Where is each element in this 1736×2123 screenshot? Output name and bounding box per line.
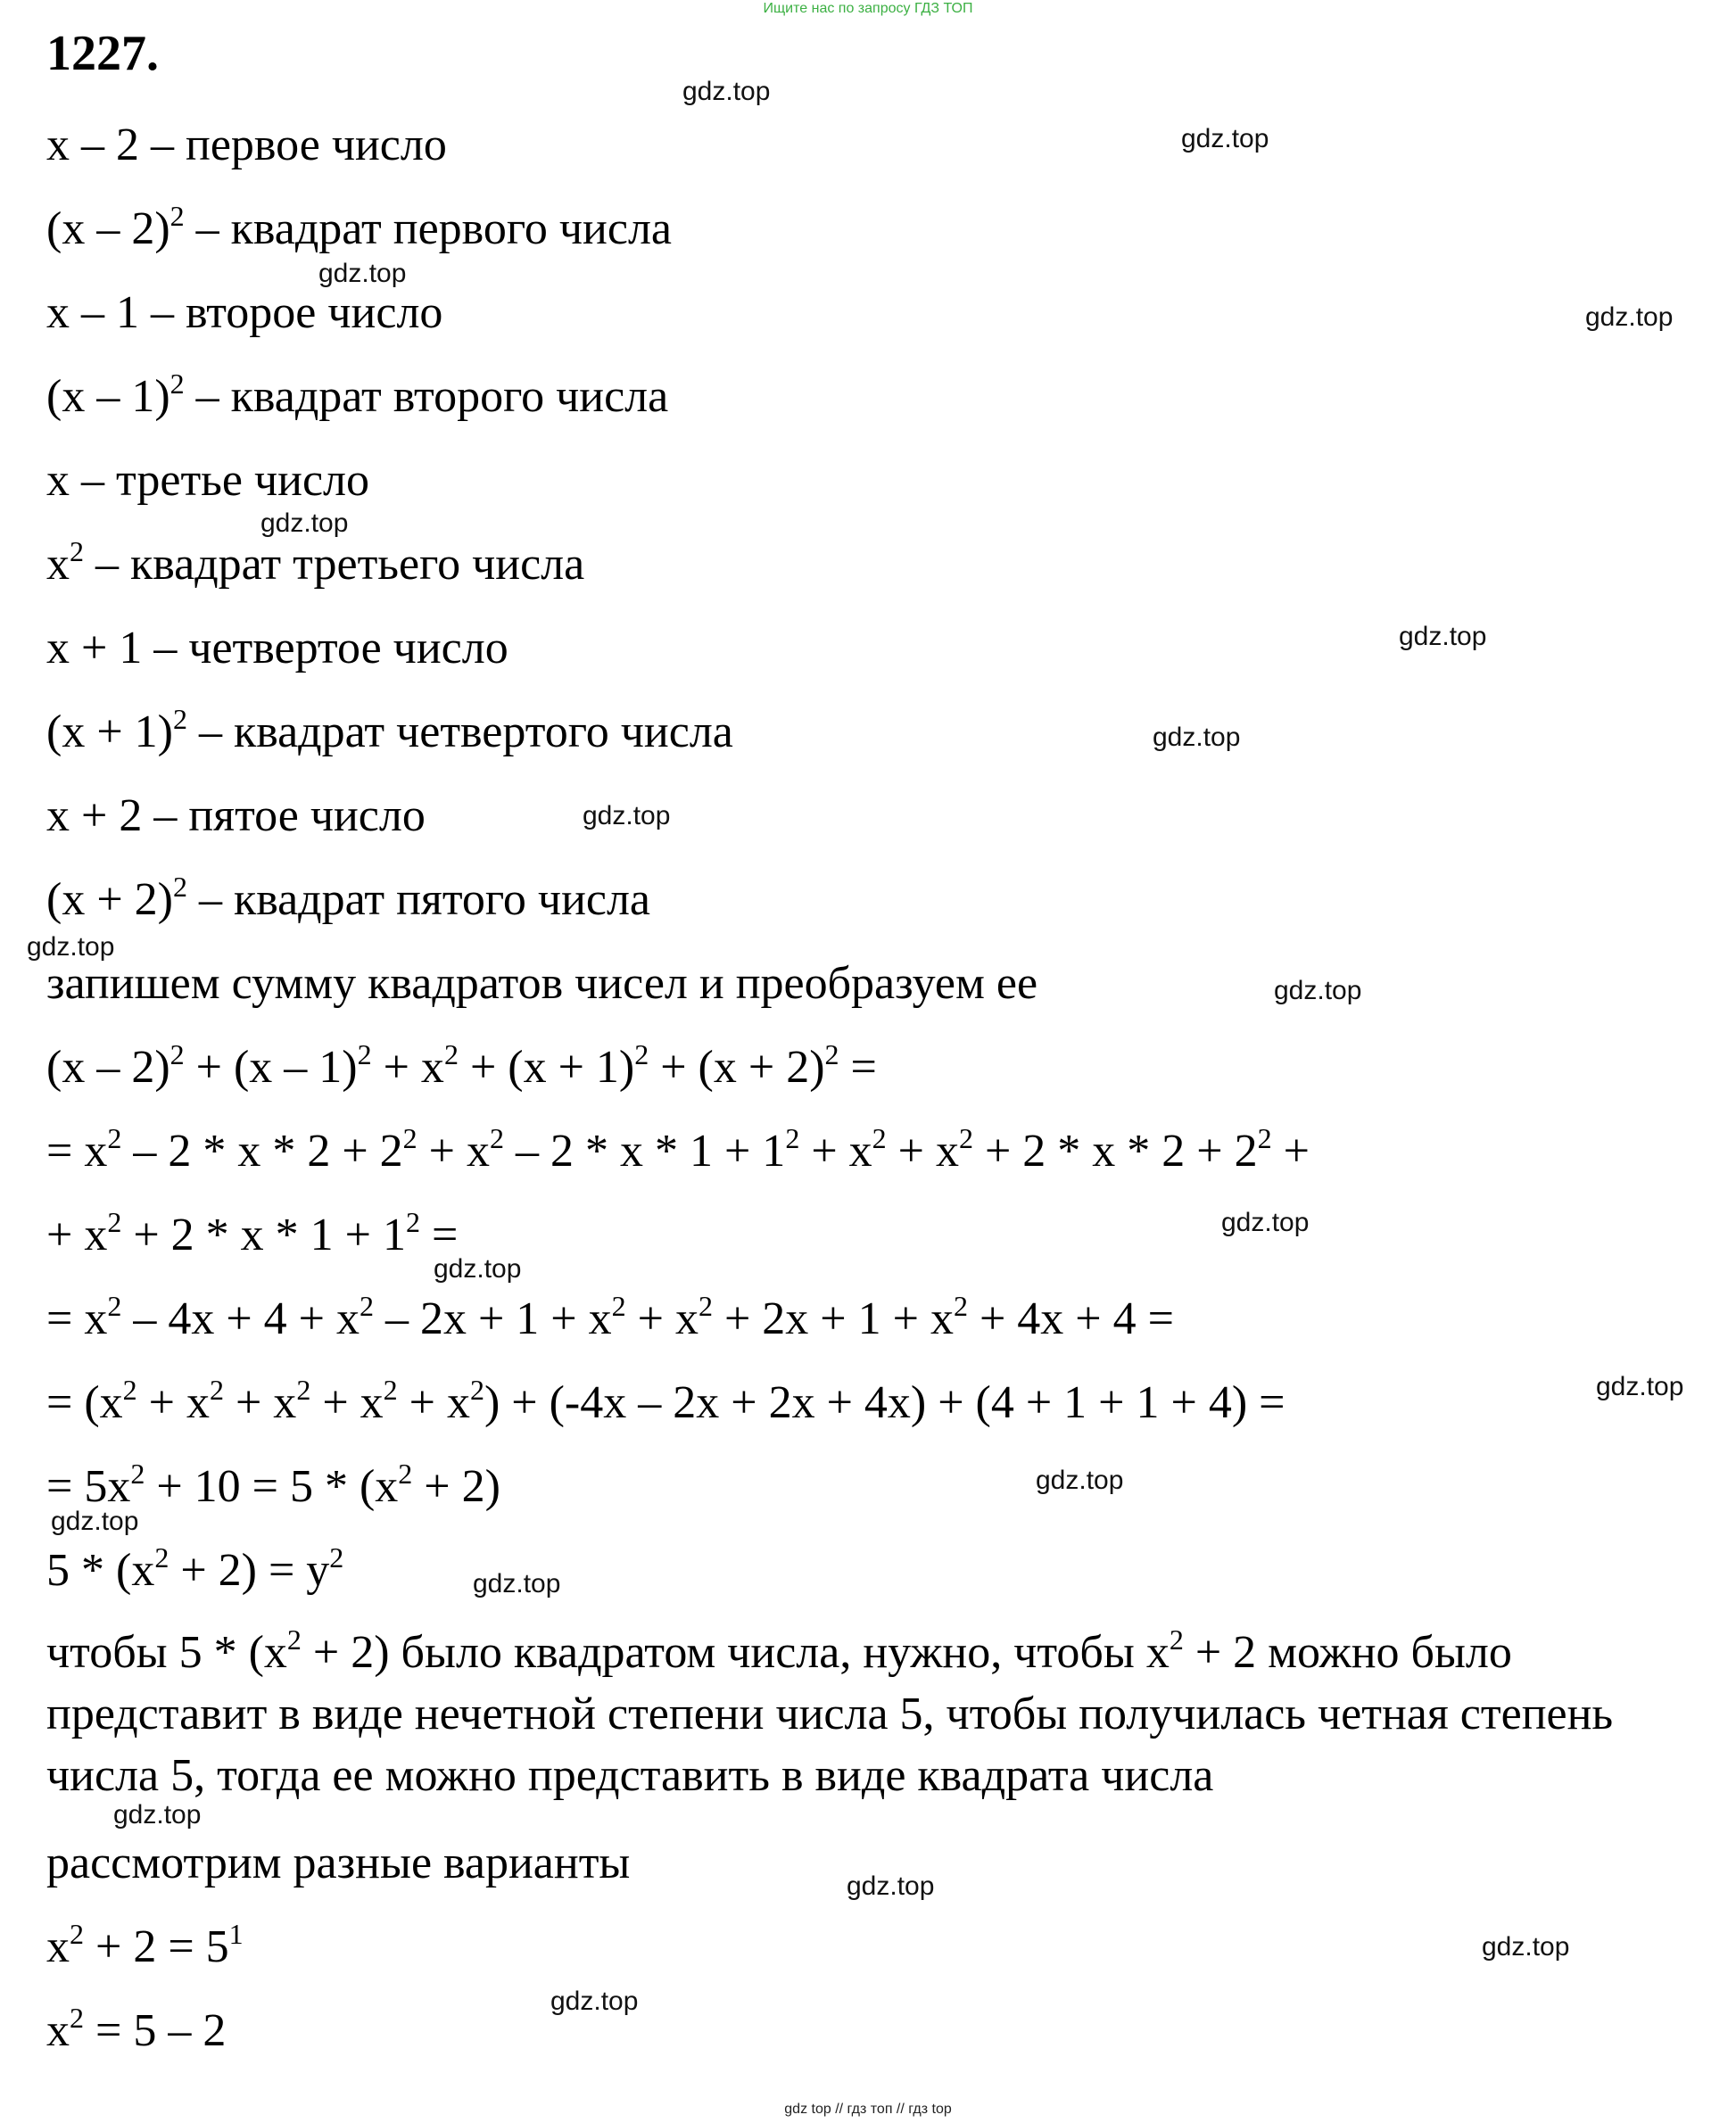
watermark: gdz.top xyxy=(682,77,771,106)
watermark: gdz.top xyxy=(260,508,349,538)
line-3: x – 1 – вторoе число xyxy=(46,287,443,338)
watermark: gdz.top xyxy=(1221,1208,1310,1237)
watermark: gdz.top xyxy=(1482,1932,1570,1962)
watermark: gdz.top xyxy=(847,1871,935,1901)
watermark: gdz.top xyxy=(473,1569,561,1598)
line-17: = $5x^2 + 10 = 5 * (x^2 + 2)$ xyxy=(46,1458,500,1512)
line-12: $(x - 2)^2 + (x - 1)^2 + x^2 + (x + 1)^2 + (x + 2)^2$ = xyxy=(46,1038,877,1093)
watermark: gdz.top xyxy=(1399,622,1487,651)
watermark: gdz.top xyxy=(1153,723,1241,752)
watermark: gdz.top xyxy=(434,1254,522,1284)
footer-watermark: gdz top // гдз топ // гдз top xyxy=(784,2102,952,2117)
watermark: gdz.top xyxy=(1596,1372,1684,1401)
problem-number: 1227. xyxy=(46,26,159,81)
line-1: x – 2 – первое число xyxy=(46,120,447,170)
line-21: $x^2 + 2 = 5^1$ xyxy=(46,1918,244,1972)
line-8: $(x + 1)^2$ – квадрат четвертого числа xyxy=(46,703,733,757)
line-20: рассмотрим разные варианты xyxy=(46,1838,631,1888)
watermark: gdz.top xyxy=(1181,124,1269,153)
watermark: gdz.top xyxy=(1585,302,1674,332)
watermark: gdz.top xyxy=(318,259,407,288)
watermark: gdz.top xyxy=(51,1507,139,1536)
line-9: x + 2 – пятое число xyxy=(46,790,426,841)
line-18: $5 * (x^2 + 2) = y^2$ xyxy=(46,1541,344,1596)
paragraph-19: чтобы $5 * (x^2 + 2)$ было квадратом числа, нужно, чтобы $x^2 + 2$ можно было представит в виде нечетной степени числа 5, чтобы получилась четная степень числа 5, тогда ее можно представить в виде квадрата числа xyxy=(46,1623,1614,1801)
line-11: запишем сумму квадратов чисел и преобразуем ее xyxy=(46,958,1038,1009)
line-6: $x^2$ – квадрат третьего числа xyxy=(46,535,585,590)
line-14: + $x^2 + 2 * x * 1 + 1^2$ = xyxy=(46,1206,459,1260)
line-4: (x – 1)$^2$ – квадрат второго числа xyxy=(46,368,669,422)
watermark: gdz.top xyxy=(27,932,115,962)
watermark: gdz.top xyxy=(113,1800,202,1830)
line-22: $x^2 = 5 - 2$ xyxy=(46,2002,227,2056)
line-15: = $x^2 - 4x + 4 + x^2 - 2x + 1 + x^2 + x^2 + 2x + 1 + x^2 + 4x + 4$ = xyxy=(46,1290,1174,1344)
watermark: gdz.top xyxy=(1274,976,1362,1005)
line-7: x + 1 – четвертое число xyxy=(46,623,508,673)
line-10: $(x + 2)^2$ – квадрат пятого числа xyxy=(46,871,651,925)
line-2: (x – 2)$^2$ – квадрат первого числа xyxy=(46,200,672,254)
line-5: x – третье число xyxy=(46,455,369,506)
watermark: gdz.top xyxy=(1036,1466,1124,1495)
line-13: = $x^2 - 2 * x * 2 + 2^2 + x^2 - 2 * x * 1 + 1^2 + x^2 + x^2 + 2 * x * 2 + 2^2$ + xyxy=(46,1122,1310,1177)
watermark: gdz.top xyxy=(550,1987,639,2016)
top-banner[interactable]: Ищите нас по запросу ГДЗ ТОП xyxy=(763,1,973,16)
watermark: gdz.top xyxy=(583,801,671,830)
line-16: = $(x^2 + x^2 + x^2 + x^2 + x^2) + (-4x - 2x + 2x + 4x) + (4 + 1 + 1 + 4)$ = xyxy=(46,1374,1285,1428)
